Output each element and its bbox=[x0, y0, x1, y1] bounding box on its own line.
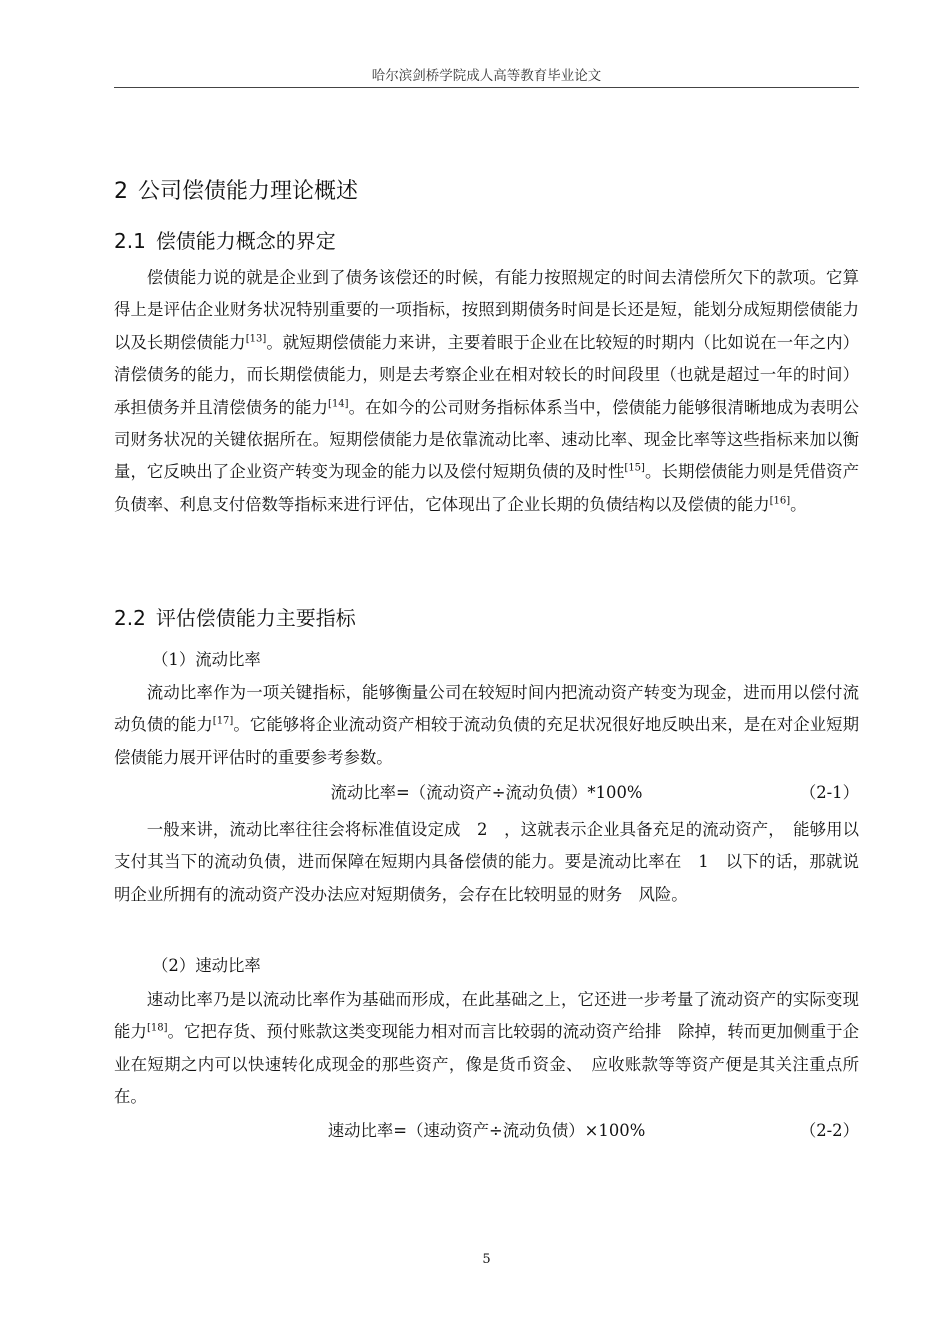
formula-2-1 bbox=[114, 779, 859, 803]
citation-17: [17] bbox=[212, 715, 234, 727]
citation-18: [18] bbox=[146, 1022, 168, 1034]
subsection-heading-2-1 bbox=[114, 225, 336, 254]
citation-16: [16] bbox=[769, 495, 791, 507]
citation-14: [14] bbox=[328, 398, 349, 410]
section-title: 公司偿债能力理论概述 bbox=[138, 179, 359, 204]
header-rule bbox=[114, 87, 859, 88]
subsection-title: 评估偿债能力主要指标 bbox=[155, 606, 356, 630]
equation-number: （2-1） bbox=[799, 783, 859, 802]
paragraph-current-ratio: 流动比率作为一项关键指标，能够衡量公司在较短时间内把流动资产转变为现金，进而用以偿付流动负债的能力[17]。它能够将企业流动资产相较于流动负债的充足状况很好地反映出来，是在对企业短期偿债能力展开评估时的重要参考参数。 bbox=[114, 683, 860, 767]
subsection-number: 2.1 bbox=[114, 229, 146, 253]
list-item-current-ratio: （1）流动比率 bbox=[152, 650, 261, 669]
citation-13: [13] bbox=[245, 333, 267, 345]
formula-expression: 速动比率=（速动资产÷流动负债）×100% bbox=[327, 1121, 646, 1140]
subsection-number: 2.2 bbox=[114, 606, 146, 630]
section-number: 2 bbox=[114, 179, 128, 204]
formula-2-2 bbox=[114, 1117, 859, 1141]
page-number: 5 bbox=[482, 1252, 491, 1267]
section-heading bbox=[114, 174, 358, 205]
running-header: 哈尔滨剑桥学院成人高等教育毕业论文 bbox=[371, 68, 602, 84]
citation-15: [15] bbox=[624, 462, 645, 474]
subsection-heading-2-2 bbox=[114, 602, 356, 631]
list-item-quick-ratio: （2）速动比率 bbox=[152, 956, 261, 975]
subsection-title: 偿债能力概念的界定 bbox=[155, 229, 336, 253]
paragraph-current-ratio-standard: 一般来讲，流动比率往往会将标准值设定成 2 ，这就表示企业具备充足的流动资产， 能够用以支付其当下的流动负债，进而保障在短期内具备偿债的能力。要是流动比率在 1 以下的话，那就说明企业所拥有的流动资产没办法应对短期债务，会存在比较明显的财务 风险。 bbox=[114, 820, 859, 904]
paragraph-definition: 偿债能力说的就是企业到了债务该偿还的时候，有能力按照规定的时间去清偿所欠下的款项。它算得上是评估企业财务状况特别重要的一项指标，按照到期债务时间是长还是短，能划分成短期偿债能力以及长期偿债能力[13]。就短期偿债能力来讲，主要着眼于企业在比较短的时期内（比如说在一年之内）清偿债务的能力，而长期偿债能力，则是去考察企业在相对较长的时间段里（也就是超过一年的时间）承担债务并且清偿债务的能力[14]。在如今的公司财务指标体系当中，偿债能力能够很清晰地成为表明公司财务状况的关键依据所在。短期偿债能力是依靠流动比率、速动比率、现金比率等这些指标来加以衡量，它反映出了企业资产转变为现金的能力以及偿付短期负债的及时性[15]。长期偿债能力则是凭借资产负债率、利息支付倍数等指标来进行评估，它体现出了企业长期的负债结构以及偿债的能力[16]。 bbox=[114, 268, 860, 514]
equation-number: （2-2） bbox=[799, 1121, 859, 1140]
paragraph-quick-ratio: 速动比率乃是以流动比率作为基础而形成，在此基础之上，它还进一步考量了流动资产的实际变现能力[18]。它把存货、预付账款这类变现能力相对而言比较弱的流动资产给排 除掉，转而更加侧重于企业在短期之内可以快速转化成现金的那些资产，像是货币资金、 应收账款等等资产便是其关注重点所在。 bbox=[114, 990, 860, 1107]
formula-expression: 流动比率=（流动资产÷流动负债）*100% bbox=[330, 783, 643, 802]
